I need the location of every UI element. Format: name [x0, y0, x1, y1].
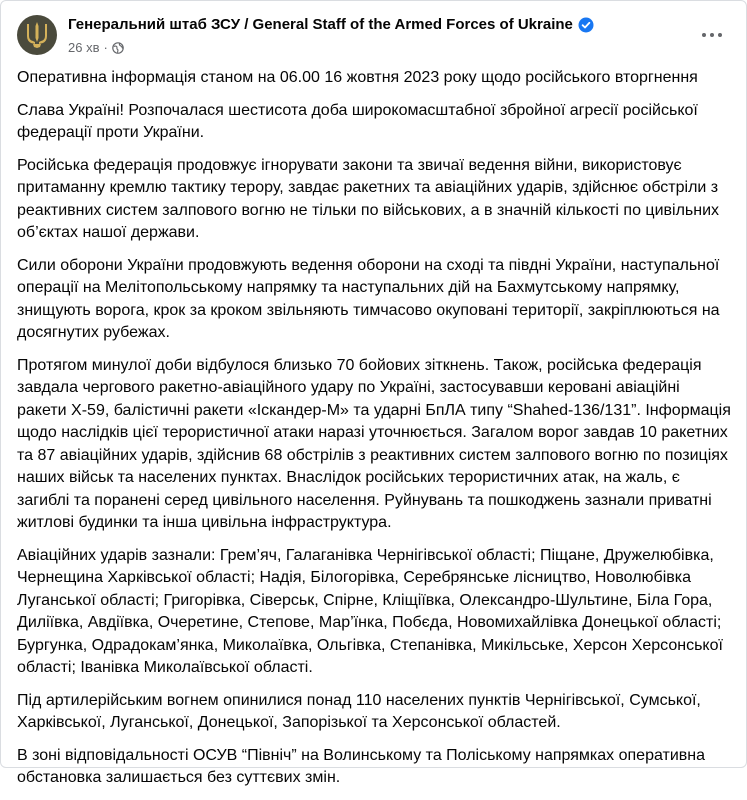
post-paragraph: Протягом минулої доби відбулося близько 70 бойових зіткнень. Також, російська федерація завдала чергового ракетно-авіаційного удару по Україні, застосувавши керовані авіаційні ракети Х-59, балістичні ракети «Іскандер-М» та ударні БпЛА типу “Shahed-136/131”. Інформація щодо наслідків цієї терористичної атаки наразі уточнюється. Загалом ворог завдав 10 ракетних та 87 авіаційних ударів, здійснив 68 обстрілів з реактивних систем залпового вогню по позиціях наших військ та населених пунктах. Внаслідок російських терористичних атак, на жаль, є загиблі та поранені серед цивільного населення. Руйнувань та пошкоджень зазнали приватні житлові будинки та інша цивільна інфраструктура.	[17, 356, 731, 531]
post-paragraph: В зоні відповідальності ОСУВ “Північ” на Волинському та Поліському напрямках оперативна обстановка залишається без суттєвих змін.	[17, 746, 706, 786]
post-paragraph: Російська федерація продовжує ігнорувати закони та звичаї ведення війни, використовує притаманну кремлю тактику терору, завдає ракетних та авіаційних ударів, здійснює обстріли з реактивних систем залпового вогню не тільки по військових, а в значній кількості по цивільних об’єктах нашої держави.	[17, 156, 720, 241]
post-header	[17, 13, 730, 59]
author-line	[68, 16, 594, 33]
post-meta	[68, 40, 124, 55]
post-timestamp[interactable]: 26 хв	[68, 40, 100, 55]
post-paragraph: Під артилерійським вогнем опинилися понад 110 населених пунктів Чернігівської, Сумської, Харківської, Луганської, Донецької, Запорізької та Херсонської областей.	[17, 691, 701, 731]
author-name[interactable]: Генеральний штаб ЗСУ / General Staff of the Armed Forces of Ukraine	[68, 16, 573, 33]
post-body	[17, 67, 732, 800]
post-paragraph: Оперативна інформація станом на 06.00 16 жовтня 2023 року щодо російського вторгнення	[17, 69, 698, 86]
post-paragraph: Слава Україні! Розпочалася шестисота доба широкомасштабної збройної агресії російської федерації проти України.	[17, 101, 698, 141]
verified-badge-icon	[578, 17, 594, 33]
avatar[interactable]	[17, 15, 57, 55]
trident-icon	[24, 20, 50, 50]
post-paragraph: Сили оборони України продовжують ведення оборони на сході та півдні України, наступальної операції на Мелітопольському напрямку та наступальних дій на Бахмутському напрямку, знищують ворога, крок за кроком звільняють тимчасово окуповані території, закріплюються на досягнутих рубежах.	[17, 256, 720, 341]
post-paragraph: Авіаційних ударів зазнали: Грем’яч, Галаганівка Чернігівської області; Піщане, Дружелюбівка, Чернещина Харківської області; Надія, Білогорівка, Серебрянське лісництво, Новолюбівка Луганської області; Григорівка, Сіверськ, Спірне, Кліщіївка, Олександро-Шультине, Біла Гора, Диліївка, Авдіївка, Очеретине, Степове, Мар’їнка, Побєда, Новомихайлівка Донецької області; Бургунка, Одрадокам’янка, Миколаївка, Ольгівка, Степанівка, Микільське, Херсон Херсонської області; Іванівка Миколаївської області.	[17, 546, 723, 676]
meta-separator: ·	[103, 40, 108, 55]
more-options-icon[interactable]	[694, 17, 730, 53]
globe-icon[interactable]	[112, 42, 124, 54]
